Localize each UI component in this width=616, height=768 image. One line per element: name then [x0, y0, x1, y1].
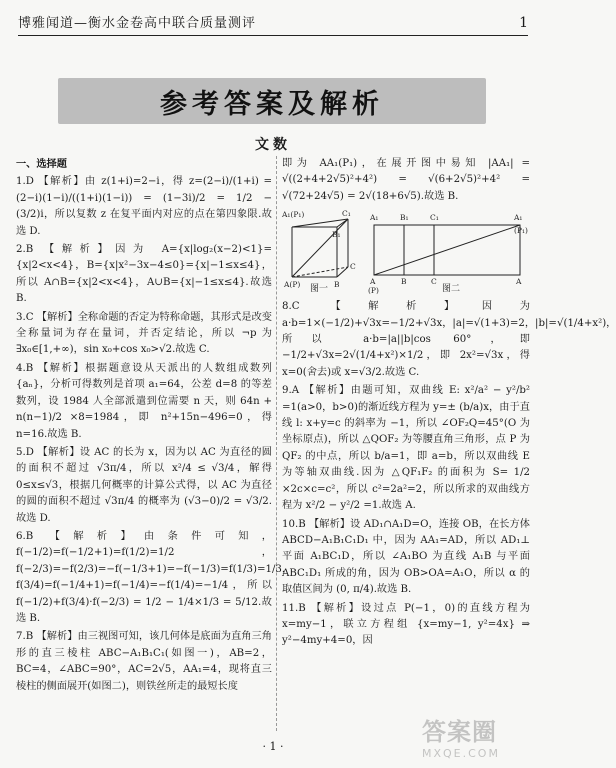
- section-heading: 一、选择题: [16, 158, 67, 170]
- label-p1-right: (P₁): [514, 226, 528, 236]
- watermark-logo: [422, 712, 532, 762]
- document-title: 参考答案及解析: [160, 88, 384, 120]
- answer-4: 4.B 【解析】根据题意设从天派出的人数组成数列 {aₙ}，分析可得数列是首项 a₁=64，公差 d=8 的等差数列，设 1984 人全部派遣到位需要 n 天，则 64n + n(n−1)/2 ×8=1984，即 n²+15n−496=0，得 n=16.故选 B.: [16, 362, 272, 440]
- figure-one-caption: 图一: [310, 284, 329, 295]
- figure-two-caption: 图二: [442, 284, 461, 295]
- watermark-text: 答案圈: [422, 718, 497, 746]
- header-page-number: 1: [519, 15, 528, 31]
- label-c: C: [350, 262, 356, 272]
- label-b1: B₁: [332, 230, 341, 240]
- page-header: [18, 6, 528, 36]
- answer-7-continued: 即为 AA₁(P₁)，在展开图中易知 |AA₁| = √((2+4+2√5)²+4²) = √(6+2√5)²+4² = √(72+24√5) = 2√(18+6√5).故选 B.: [282, 158, 530, 202]
- page-footer: · 1 ·: [262, 740, 284, 753]
- column-divider: [276, 156, 277, 731]
- label-b: B: [334, 280, 340, 290]
- answer-7: 7.B 【解析】由三视图可知，该几何体是底面为直角三角形的直三棱柱 ABC−A₁B₁C₁(如图一)，AB=2，BC=4，∠ABC=90°，AC=2√5，AA₁=4，现将直三棱柱的侧面展开(如图二)，则铁丝所走的最短长度: [16, 631, 272, 692]
- figures: [282, 207, 530, 295]
- answer-6: 6.B 【解析】由条件可知，f(−1/2)=f(−1/2+1)=f(1/2)=1/2 ，f(−2/3)=−f(2/3)=−f(−1/3+1)=−f(−1/3)=f(1/3)=1/3，f(3/4)=f(−1/4+1)=f(−1/4)=−f(1/4)=−1/4，所以 f(−1/2)+f(3/4)·f(−2/3) = 1/2 − 1/4×1/3 = 5/12.故选 B.: [16, 530, 293, 624]
- series-title: 博雅闻道—衡水金卷高中联合质量测评: [18, 16, 257, 31]
- figure-one-prism: [292, 219, 348, 277]
- label-c1-top: C₁: [430, 213, 439, 223]
- answer-1: 1.D 【解析】由 z(1+i)=2−i，得 z=(2−i)/(1+i) = (2−i)(1−i)/((1+i)(1−i)) = (1−3i)/2 = 1/2 − (3/2)i，所以复数 z 在复平面内对应的点在第四象限.故选 D.: [16, 176, 272, 237]
- label-c-bottom: C: [431, 277, 437, 287]
- label-p-bottom: (P): [368, 286, 379, 296]
- answer-5: 5.D 【解析】设 AC 的长为 x，因为以 AC 为直径的圆的面积不超过 √3π/4，所以 x²/4 ≤ √3/4，解得 0≤x≤√3，根据几何概率的计算公式得，以 AC 为直径的圆的面积不超过 √3π/4 的概率为 (√3−0)/2 = √3/2.故选 D.: [16, 446, 272, 524]
- answer-2: 2.B 【解析】因为 A={x|log₂(x−2)<1}={x|2<x<4}，B={x|x²−3x−4≤0}={x|−1≤x≤4}，所以 A∩B={x|2<x<4}，A∪B={x|−1≤x≤4}.故选 B.: [16, 244, 272, 305]
- label-a-bottom: A: [370, 277, 376, 287]
- subject-heading: 文数: [255, 137, 291, 153]
- label-b-bottom: B: [401, 277, 407, 287]
- answer-10: 10.B 【解析】设 AD₁∩A₁D=O，连接 OB，在长方体 ABCD−A₁B₁C₁D₁ 中，因为 AA₁=AD，所以 AD₁⊥平面 A₁BC₁D，所以 ∠A₁BO 为直线 A₁B 与平面 ABC₁D₁ 所成的角，因为 OB>OA=A₁O，所以 α 的取值区间为 (0, π/4).故选 B.: [282, 518, 530, 596]
- watermark-url: MXQE.COM: [422, 747, 500, 760]
- label-c1: C₁: [342, 209, 351, 219]
- figure-two-unfolded: [374, 225, 520, 275]
- label-a-right-bottom: A: [516, 277, 522, 287]
- label-a1-right: A₁: [514, 213, 523, 223]
- title-banner: [58, 78, 486, 124]
- label-a-p: A(P): [284, 280, 301, 290]
- answer-8: 8.C 【解析】因为 a·b=1×(−1/2)+√3x=−1/2+√3x，|a|=√(1+3)=2，|b|=√(1/4+x²)，所以 a·b=|a||b|cos 60°，即 −1/2+√3x=2√(1/4+x²)×1/2，即 2x²=√3x，得 x=0(舍去)或 x=√3/2.故选 C.: [282, 301, 616, 378]
- right-column: [282, 156, 616, 652]
- label-a1-p1: A₁(P₁): [282, 210, 305, 220]
- label-a1-left: A₁: [370, 213, 379, 223]
- answer-11: 11.B 【解析】设过点 P(−1，0)的直线方程为 x=my−1，联立方程组 {x=my−1, y²=4x} ⇒ y²−4my+4=0，因: [282, 602, 530, 647]
- answer-9: 9.A 【解析】由题可知，双曲线 E: x²/a² − y²/b² =1(a>0，b>0)的渐近线方程为 y=± (b/a)x，由于直线 l: x+y=c 的斜率为 −1，所以 ∠OF₂Q=45°(O 为坐标原点)，所以 △QOF₂ 为等腰直角三角形，点 P 为 QF₂ 的中点，所以 b/a=1，即 a=b，所以双曲线 E 为等轴双曲线.因为 △QF₁F₂ 的面积为 S= 1/2 ×2c×c=c²，所以 c²=2a²=2，所以所求的双曲线方程为 x²/2 − y²/2 =1.故选 A.: [282, 385, 530, 512]
- label-b1-top: B₁: [400, 213, 409, 223]
- answer-3: 3.C 【解析】全称命题的否定为特称命题，其形式是改变全称量词为存在量词，并否定结论，所以 ¬p 为 ∃x₀∈[1,+∞)，sin x₀+cos x₀>√2.故选 C.: [16, 311, 272, 356]
